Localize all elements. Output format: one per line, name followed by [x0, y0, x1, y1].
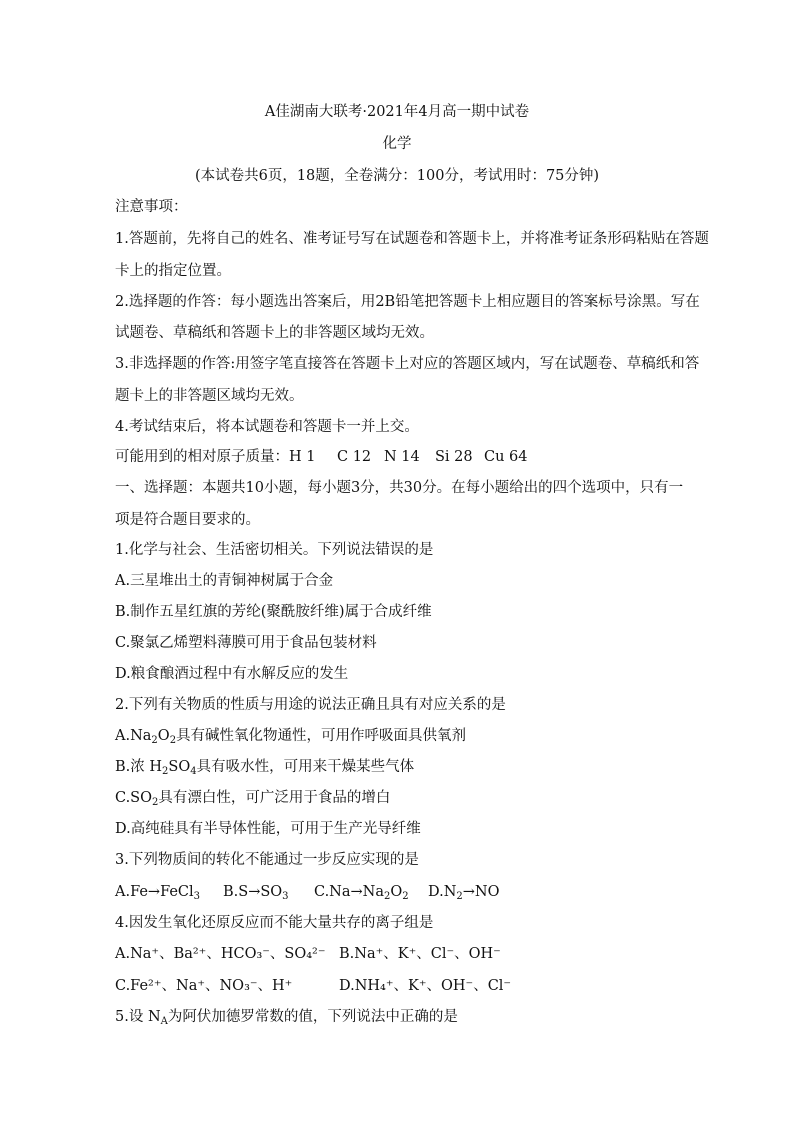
q3-option-a: A.Fe→FeCl$_3$ [115, 884, 201, 902]
q4-option-c: C.Fe²⁺、Na⁺、NO₃⁻、H⁺ [115, 978, 293, 994]
q1-option-a: A.三星堆出土的青铜神树属于合金 [115, 573, 334, 589]
q4-options-row2 [115, 976, 511, 996]
q1-option-c: C.聚氯乙烯塑料薄膜可用于食品包装材料 [115, 635, 377, 651]
atomic-masses [115, 447, 528, 467]
q2-option-a: $A.Na_2O_2$具有碱性氧化物通性，可用作呼吸面具供氧剂 [115, 728, 467, 746]
note-line: 题卡上的非答题区域均无效。 [115, 388, 304, 404]
notes-heading: 注意事项： [115, 199, 188, 215]
section-heading-cont: 项是符合题目要求的。 [115, 512, 260, 528]
section-heading: 一、选择题：本题共10小题，每小题3分，共30分。在每小题给出的四个选项中，只有一 [115, 480, 684, 496]
q1-stem: 1.化学与社会、生活密切相关。下列说法错误的是 [115, 542, 434, 558]
mass-cu: Cu 64 [484, 449, 528, 465]
q2-option-b: B.浓 $H_2SO_4$具有吸水性，可用来干燥某些气体 [115, 759, 415, 777]
q3-options [115, 882, 500, 902]
q4-option-a: A.Na⁺、Ba²⁺、HCO₃⁻、SO₄²⁻ [115, 946, 326, 962]
note-line: 4.考试结束后，将本试题卷和答题卡一并上交。 [115, 419, 419, 435]
exam-info: (本试卷共6页，18题，全卷满分：100分，考试用时：75分钟) [194, 168, 600, 184]
note-line: 1.答题前，先将自己的姓名、准考证号写在试题卷和答题卡上，并将准考证条形码粘贴在答题 [115, 231, 709, 247]
q3-stem: 3.下列物质间的转化不能通过一步反应实现的是 [115, 852, 419, 868]
q2-option-d: D.高纯硅具有半导体性能，可用于生产光导纤维 [115, 821, 421, 837]
q4-options-row1 [115, 944, 501, 964]
note-line: 2.选择题的作答：每小题选出答案后，用2B铅笔把答题卡上相应题目的答案标号涂黑。写在 [115, 294, 700, 310]
q4-option-d: D.NH₄⁺、K⁺、OH⁻、Cl⁻ [339, 978, 512, 994]
subject-title: 化学 [382, 136, 412, 152]
note-line: 卡上的指定位置。 [115, 263, 231, 279]
q3-option-b: $B.S\to SO_3$ [223, 884, 289, 902]
mass-n: N 14 [384, 449, 420, 465]
q2-stem: 2.下列有关物质的性质与用途的说法正确且具有对应关系的是 [115, 697, 506, 713]
q4-stem: 4.因发生氧化还原反应而不能大量共存的离子组是 [115, 915, 434, 931]
exam-title: A佳湖南大联考·2021年4月高一期中试卷 [264, 104, 530, 120]
mass-si: Si 28 [435, 449, 473, 465]
q3-option-c: $C.Na\to Na_2O_2$ [314, 884, 409, 902]
q2-option-c: $C.SO_2$具有漂白性，可广泛用于食品的增白 [115, 790, 391, 808]
q1-option-d: D.粮食酿酒过程中有水解反应的发生 [115, 666, 349, 682]
q4-option-b: B.Na⁺、K⁺、Cl⁻、OH⁻ [339, 946, 501, 962]
q1-option-b: B.制作五星红旗的芳纶(聚酰胺纤维)属于合成纤维 [115, 604, 432, 620]
mass-h: H 1 [289, 449, 316, 465]
q3-option-d: $D.N_2\to NO$ [428, 884, 500, 902]
mass-c: C 12 [337, 449, 372, 465]
note-line: 试题卷、草稿纸和答题卡上的非答题区域均无效。 [115, 325, 434, 341]
q5-stem: 5.设 $N_A$为阿伏加德罗常数的值，下列说法中正确的是 [115, 1009, 458, 1027]
atomic-masses-label: 可能用到的相对原子质量： [115, 449, 289, 465]
note-line: 3.非选择题的作答:用签字笔直接答在答题卡上对应的答题区域内，写在试题卷、草稿纸和答 [115, 356, 700, 372]
